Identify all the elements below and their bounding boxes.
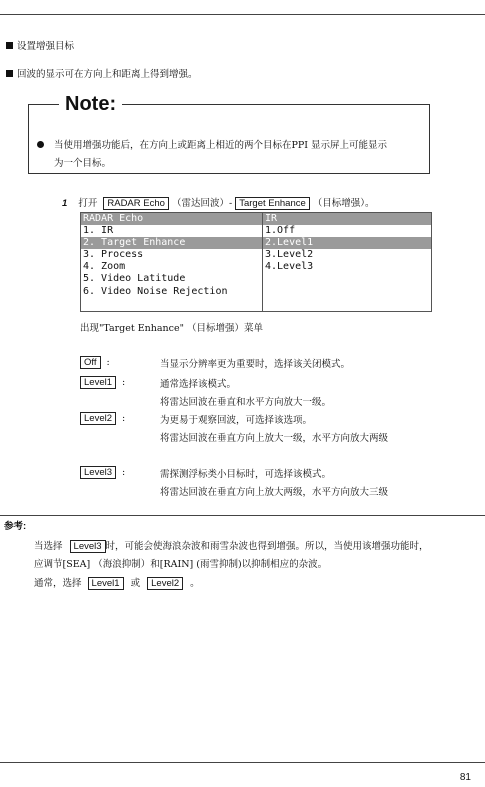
page-number: 81: [459, 772, 471, 783]
option-description: 将雷达回波在垂直方向上放大一级，水平方向放大两级: [160, 433, 389, 444]
sub-menu: [263, 213, 431, 311]
option-description: 需探测浮标类小目标时，可选择该模式。: [160, 469, 332, 480]
option-key-row: [80, 412, 125, 425]
target-enhance-key: Target Enhance: [235, 197, 310, 210]
reference-line-2: 应调节[SEA] （海浪抑制）和[RAIN] (雨雪抑制)以抑制相应的杂波。: [34, 559, 328, 570]
option-key: Level3: [80, 466, 116, 479]
main-menu: [81, 213, 263, 311]
menu-item[interactable]: 3. Process: [83, 249, 144, 261]
level1-key: Level1: [88, 577, 124, 590]
square-bullet-icon: [6, 42, 13, 49]
option-description: 为更易于观察回波，可选择该选项。: [160, 415, 313, 426]
level3-key: Level3: [70, 540, 106, 553]
option-key: Level1: [80, 376, 116, 389]
bullet-item: 设置增强目标: [6, 38, 74, 52]
option-description: 将雷达回波在垂直方向上放大两级，水平方向放大三级: [160, 487, 389, 498]
step-number: 1: [62, 198, 68, 209]
bullet-item: 回波的显示可在方向上和距离上得到增强。: [6, 66, 198, 80]
submenu-item[interactable]: 3.Level2: [265, 249, 314, 261]
submenu-item[interactable]: 2.Level1: [263, 237, 431, 249]
menu-item[interactable]: 1. IR: [83, 225, 114, 237]
menu-item[interactable]: 4. Zoom: [83, 261, 126, 273]
level2-key: Level2: [147, 577, 183, 590]
footer-rule: [0, 762, 485, 763]
option-key-row: [80, 356, 110, 369]
note-text: 当使用增强功能后，在方向上或距离上相近的两个目标在PPI 显示屏上可能显示: [37, 137, 387, 151]
dot-bullet-icon: [37, 141, 44, 148]
option-colon: :: [106, 357, 110, 368]
option-description: 通常选择该模式。: [160, 379, 237, 390]
option-description: 当显示分辨率更为重要时，选择该关闭模式。: [160, 359, 351, 370]
menu-item[interactable]: 5. Video Latitude: [83, 273, 186, 285]
option-colon: :: [122, 413, 126, 424]
option-key-row: [80, 466, 125, 479]
reference-line-3: 通常，选择 Level1 或 Level2 。: [34, 578, 200, 589]
step-1: 1 打开 RADAR Echo （雷达回波）- Target Enhance （目标增强）。: [62, 198, 375, 209]
reference-line-1: 当选择 Level3 时，可能会使海浪杂波和雨雪杂波也得到增强。所以，当使用该增强功能时，: [34, 541, 429, 552]
reference-rule: [0, 515, 485, 516]
option-colon: :: [122, 377, 126, 388]
menu-caption: 出现"Target Enhance" （目标增强）菜单: [80, 323, 264, 334]
option-colon: :: [122, 467, 126, 478]
menu-screenshot: [80, 212, 432, 312]
top-rule: [0, 14, 485, 15]
option-key-row: [80, 376, 125, 389]
menu-item[interactable]: 2. Target Enhance: [81, 237, 262, 249]
note-box: [28, 93, 430, 174]
option-key: Off: [80, 356, 101, 369]
option-description: 将雷达回波在垂直和水平方向放大一级。: [160, 397, 332, 408]
note-text-cont: 为一个目标。: [54, 158, 112, 169]
submenu-item[interactable]: 4.Level3: [265, 261, 314, 273]
square-bullet-icon: [6, 70, 13, 77]
note-title: Note:: [59, 93, 122, 115]
menu-header: RADAR Echo: [81, 213, 262, 225]
submenu-item[interactable]: 1.Off: [265, 225, 296, 237]
menu-item[interactable]: 6. Video Noise Rejection: [83, 285, 228, 297]
submenu-header: IR: [263, 213, 431, 225]
option-key: Level2: [80, 412, 116, 425]
reference-heading: 参考:: [4, 521, 27, 532]
radar-echo-key: RADAR Echo: [103, 197, 169, 210]
